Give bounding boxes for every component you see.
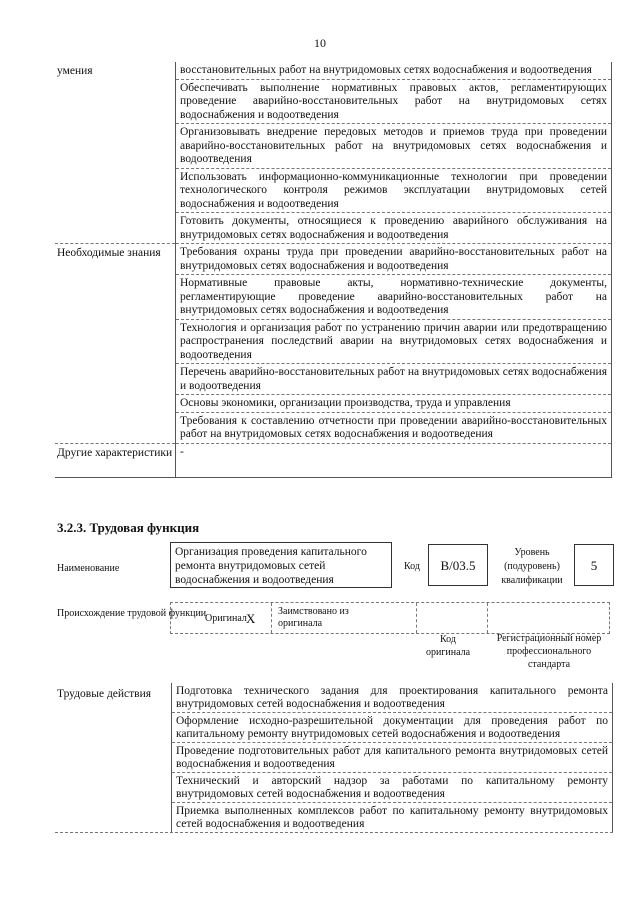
origin-divider [487,603,488,633]
page-number: 10 [314,36,326,50]
table-cell: Обеспечивать выполнение нормативных правовых актов, регламентирующих проведение аварийно-восстановительных работ на внутридомовых сетях водоснабжения и водоотведения [176,79,611,124]
row-label-actions: Трудовые действия [57,688,152,700]
table-cell: Оформление исходно-разрешительной документации для проведения работ по капитальному ремонту внутридомовых сетей водоснабжения и водоотведения [172,712,612,742]
row-cells [175,243,612,443]
table-row [55,683,613,832]
table-cell: Подготовка технического задания для проектирования капитального ремонта внутридомовых сетей водоснабжения и водоотведения [176,685,608,710]
table-row [55,62,612,243]
origin-box [170,602,610,634]
code-caption: Код оригинала [425,634,471,658]
table-row [55,243,612,443]
table-cell: Требования охраны труда при проведении аварийно-восстановительных работ на внутридомовых сетях водоснабжения и водоотведения [176,243,611,274]
row-label-skills: умения [57,65,93,77]
skills-table [55,62,612,478]
origin-divider [416,603,417,633]
function-name-box: Организация проведения капитального ремонта внутридомовых сетей водоснабжения и водоотведения [170,542,392,588]
row-cells [175,443,612,478]
code-label: Код [404,561,420,572]
table-row [55,443,612,478]
table-cell: Проведение подготовительных работ для капитального ремонта внутридомовых сетей водоснабжения и водоотведения [172,742,612,772]
table-cell: Технология и организация работ по устранению причин аварии или предотвращению распространения последствий аварии на внутридомовых сетях водоснабжения и водоотведения [176,319,611,364]
table-cell: восстановительных работ на внутридомовых сетях водоснабжения и водоотведения [180,64,592,76]
table-cell: Основы экономики, организации производства, труда и управления [176,394,611,412]
code-box: B/03.5 [428,544,488,586]
origin-label: Происхождение трудовой функции [57,608,207,619]
name-label: Наименование [57,563,120,574]
registration-caption: Регистрационный номер профессионального стандарта [496,633,602,670]
section-title: 3.2.3. Трудовая функция [57,520,200,535]
table-cell: Использовать информационно-коммуникационные технологии при проведении технологического контроля режимов эксплуатации внутридомовых сетей водоснабжения и водоотведения [176,168,611,213]
level-label: Уровень (подуровень) квалификации [501,547,563,586]
table-cell: Нормативные правовые акты, нормативно-технические документы, регламентирующие проведение аварийно-восстановительных работ на внутридомовых сетях водоснабжения и водоотведения [176,274,611,319]
table-cell: Требования к составлению отчетности при проведении аварийно-восстановительных работ на внутридомовых сетях водоснабжения и водоотведения [176,412,611,443]
table-cell: - [176,443,611,478]
row-cells [175,62,612,243]
origin-divider [271,603,272,633]
table-cell: Перечень аварийно-восстановительных работ на внутридомовых сетях водоснабжения и водоотведения [176,363,611,394]
level-box: 5 [574,544,614,586]
table-cell: Технический и авторский надзор за работами по капитальному ремонту внутридомовых сетей водоснабжения и водоотведения [172,772,612,802]
table-cell: Готовить документы, относящиеся к проведению аварийного обслуживания на внутридомовых сетях водоснабжения и водоотведения [176,212,611,243]
origin-original: Оригинал [205,613,247,624]
row-label-knowledge: Необходимые знания [55,243,175,443]
origin-borrowed: Заимствовано из оригинала [278,606,349,629]
row-cells [171,683,613,832]
origin-mark: X [246,611,256,626]
actions-table [55,683,613,833]
table-cell: Организовывать внедрение передовых методов и приемов труда при проведении аварийно-восстановительных работ на внутридомовых сетях водоснабжения и водоотведения [176,123,611,168]
table-cell: Приемка выполненных комплексов работ по капитальному ремонту внутридомовых сетей водоснабжения и водоотведения [172,802,612,832]
row-label-other: Другие характеристики [55,443,175,478]
